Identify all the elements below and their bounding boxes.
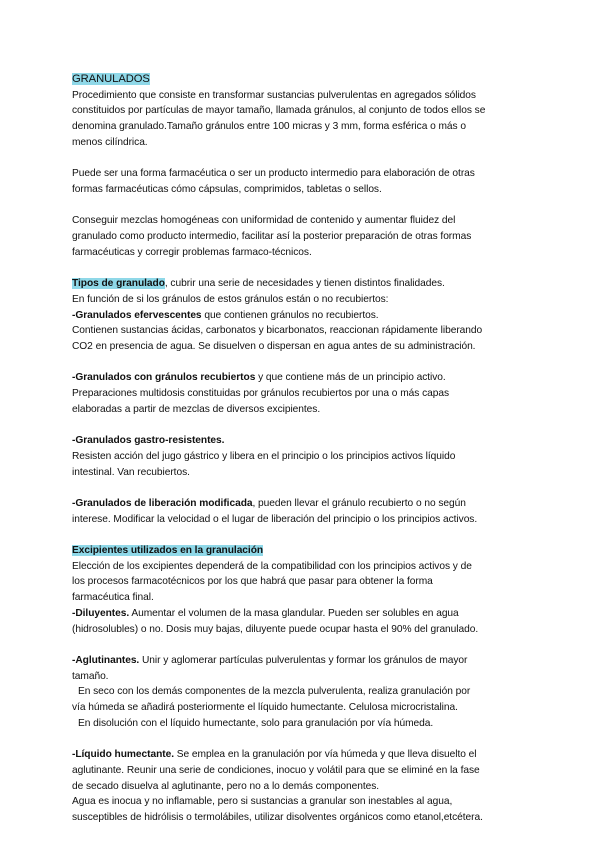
paragraph-line: Elección de los excipientes dependerá de la compatibilidad con los principios activos y de [72,560,472,572]
paragraph-line: susceptibles de hidrólisis o termolábiles, utilizar disolventes orgánicos como etanol,etcétera. [72,811,483,823]
paragraph-line: Conseguir mezclas homogéneas con uniformidad de contenido y aumentar fluidez del [72,215,456,227]
paragraph-line: granulado como producto intermedio, facilitar así la posterior preparación de otras formas [72,231,472,242]
paragraph-line: (hidrosolubles) o no. Dosis muy bajas, diluyente puede ocupar hasta el 90% del granulado. [72,623,479,635]
paragraph-line: Agua es inocua y no inflamable, pero si sustancias a granular son inestables al agua, [72,796,453,808]
document-title: GRANULADOS [72,73,150,85]
gastro-line: -Granulados gastro-resistentes. [72,435,225,447]
excipientes-heading-line [72,543,542,559]
paragraph-line: aglutinante. Reunir una serie de condiciones, inocuo y volátil para que se eliminé en la fase [72,764,480,776]
paragraph-line: elaboradas a partir de mezclas de diversos excipientes. [72,403,321,415]
paragraph-line: Puede ser una forma farmacéutica o ser un producto intermedio para elaboración de otras [72,168,475,180]
paragraph-line: CO2 en presencia de agua. Se disuelven o dispersan en agua antes de su administración. [72,340,476,352]
paragraph-line: En disolución con el líquido humectante, solo para granulación por vía húmeda. [78,717,434,729]
paragraph-line: farmacéuticas y corregir problemas farmaco-técnicos. [72,246,312,258]
paragraph-line: interese. Modificar la velocidad o el lugar de liberación del principio o los principios activos. [72,513,478,525]
paragraph-line: En función de si los gránulos de estos gránulos están o no recubiertos: [72,293,389,305]
paragraph-line: farmacéutica final. [72,592,154,604]
efervescentes-line: -Granulados efervescentes que contienen gránulos no recubiertos. [72,309,379,321]
diluyentes-line: -Diluyentes. Aumentar el volumen de la masa glandular. Pueden ser solubles en agua [72,607,459,619]
intro-line: menos cilíndrica. [72,136,148,148]
paragraph-line: formas farmacéuticas cómo cápsulas, comprimidos, tabletas o sellos. [72,183,382,195]
liquido-line: -Líquido humectante. Se emplea en la granulación por vía húmeda y que lleva disuelto el [72,749,477,761]
document-body [72,72,542,826]
paragraph-line: intestinal. Van recubiertos. [72,466,190,478]
excipientes-heading: Excipientes utilizados en la granulación [72,544,264,556]
recubiertos-line: -Granulados con gránulos recubiertos y que contiene más de un principio activo. [72,372,446,384]
intro-line: constituidos por partículas de mayor tamaño, llamada gránulos, al conjunto de todos ellos se [72,105,486,117]
paragraph-line: Preparaciones multidosis constituidas por gránulos recubiertos por una o más capas [72,388,450,399]
tipos-heading-line: Tipos de granulado, cubrir una serie de necesidades y tienen distintos finalidades. [72,278,445,290]
liberacion-line: -Granulados de liberación modificada, pueden llevar el gránulo recubierto o no según [72,497,466,509]
aglutinantes-line: -Aglutinantes. Unir y aglomerar partículas pulverulentas y formar los gránulos de mayor [72,654,468,666]
tipos-heading: Tipos de granulado [72,278,165,290]
paragraph-line: los procesos farmacotécnicos por los que habrá que pasar para obtener la forma [72,576,433,588]
paragraph-line: de secado disuelva al aglutinante, pero no a lo demás componentes. [72,780,380,792]
intro-line: denomina granulado.Tamaño gránulos entre 100 micras y 3 mm, forma esférica o más o [72,121,466,133]
paragraph-line: En seco con los demás componentes de la mezcla pulverulenta, realiza granulación por [78,686,471,698]
paragraph-line: Contienen sustancias ácidas, carbonatos y bicarbonatos, reaccionan rápidamente liberando [72,325,483,337]
paragraph-line: Resisten acción del jugo gástrico y libera en el principio o los principios activos líquido [72,450,456,462]
intro-line: Procedimiento que consiste en transformar sustancias pulverulentas en agregados sólidos [72,89,476,101]
paragraph-line: tamaño. [72,670,109,682]
paragraph-line: vía húmeda se añadirá posteriormente el líquido humectante. Celulosa microcristalina. [72,702,458,713]
